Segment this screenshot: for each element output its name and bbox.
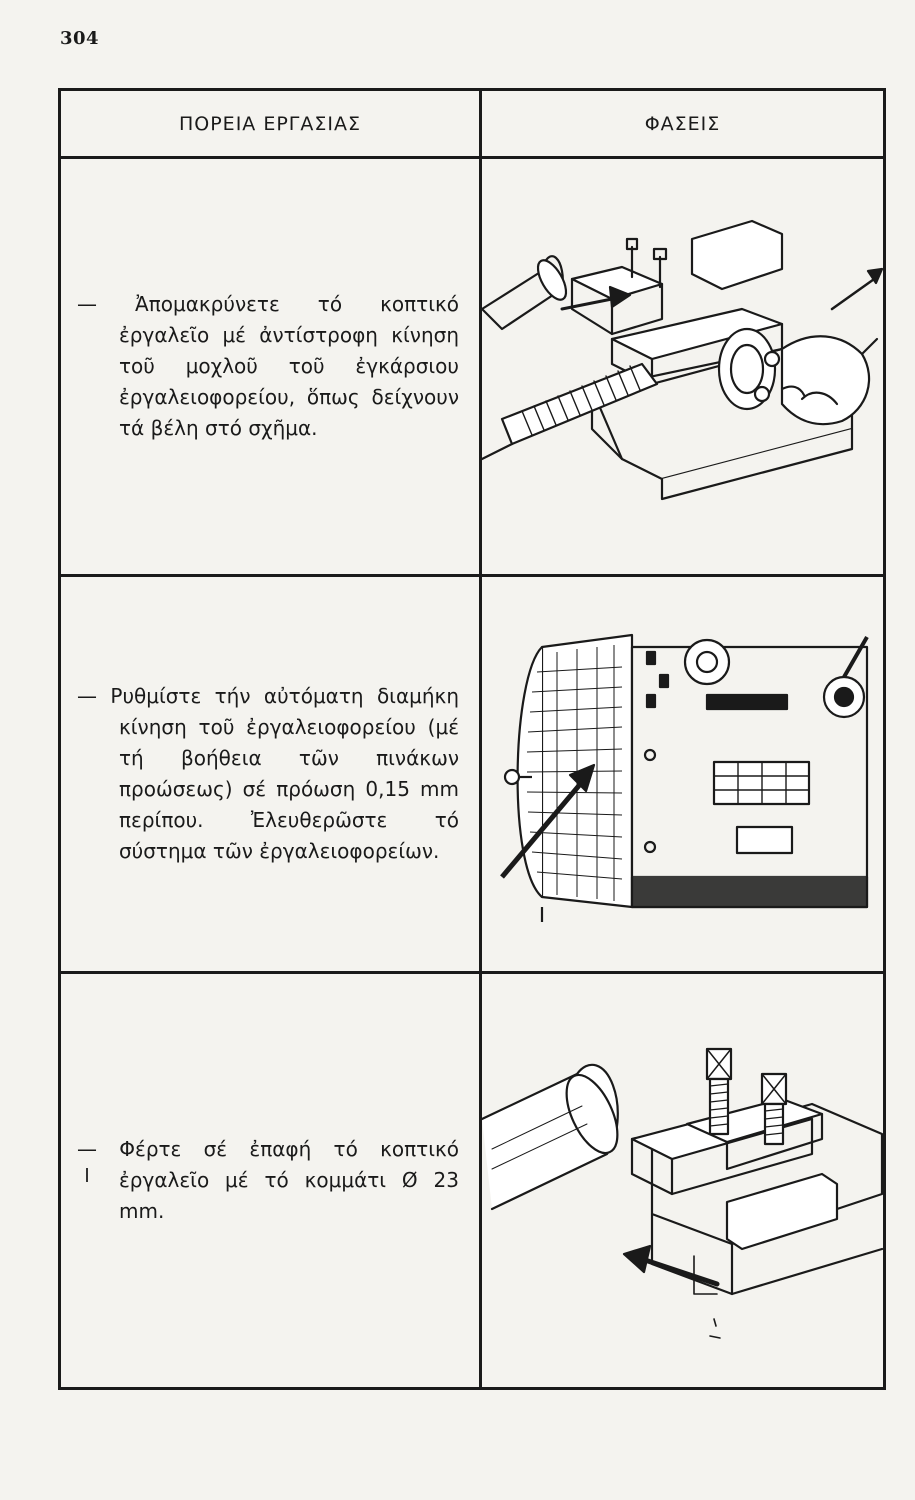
step-text-1: — Ἀπομακρύνετε τό κοπτικό ἐργαλεῖο μέ ἀντίστροφη κίνηση τοῦ μοχλοῦ τοῦ ἐγκάρσιου ἐργαλειοφορείου, ὅπως δείχνουν τά βέλη στό σχῆμα.	[77, 292, 459, 440]
table-row	[61, 974, 883, 1387]
table-row	[61, 577, 883, 974]
crossslide-handwheel-illustration	[482, 159, 883, 577]
step-cell	[61, 159, 479, 574]
header-phases: ΦΑΣΕΙΣ	[644, 112, 721, 135]
procedure-table	[58, 88, 886, 1390]
margin-mark	[86, 1168, 88, 1182]
header-procedure: ΠΟΡΕΙΑ ΕΡΓΑΣΙΑΣ	[178, 112, 361, 135]
table-row	[61, 159, 883, 577]
step-cell	[61, 974, 479, 1387]
figure-cell	[482, 577, 883, 971]
tool-contact-illustration	[482, 974, 883, 1387]
step-cell	[61, 577, 479, 971]
figure-cell	[482, 974, 883, 1387]
step-text-3: — Φέρτε σέ ἐπαφή τό κοπτικό ἐργαλεῖο μέ τό κομμάτι Ø 23 mm.	[77, 1137, 459, 1223]
page-number: 304	[60, 28, 100, 49]
feed-gearbox-illustration	[482, 577, 883, 974]
figure-cell	[482, 159, 883, 574]
step-text-2: — Ρυθμίστε τήν αὐτόματη διαμήκη κίνηση τοῦ ἐργαλειοφορείου (μέ τή βοήθεια τῶν πινάκων προώσεως) σέ πρόωση 0,15 mm περίπου. Ἐλευθερῶστε τό σύστημα τῶν ἐργαλειοφορείων.	[77, 684, 459, 863]
table-header	[61, 91, 883, 159]
